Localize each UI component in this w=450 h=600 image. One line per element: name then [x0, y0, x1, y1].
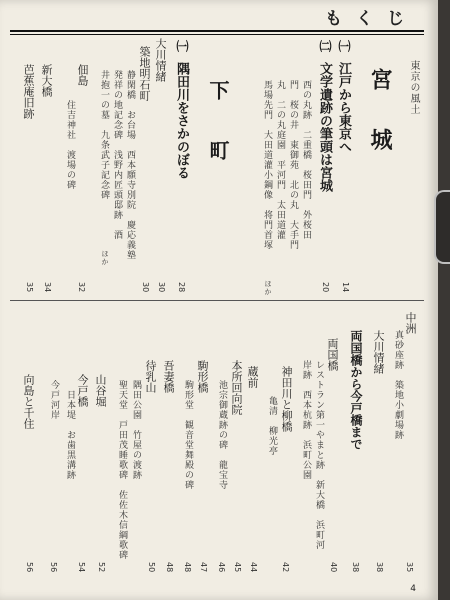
tsukiji-page: 30: [141, 282, 150, 293]
k1-sub3: 丸 二の丸庭園 平河門 太田道灌: [275, 80, 285, 240]
okawa2-page: 38: [375, 562, 384, 573]
imado-page: 54: [77, 562, 86, 573]
k2-mark: ㈡: [318, 40, 332, 52]
k1-hoka: ほか: [264, 280, 272, 296]
section-tokyo-fudo: 東京の風土: [408, 60, 419, 115]
basho: 芭蕉庵旧跡: [22, 64, 35, 119]
kanda: 神田川と柳橋: [280, 366, 293, 432]
k1-mark: ㈠: [337, 40, 351, 52]
ryogokubashi: 両国橋: [326, 338, 339, 371]
s1-mark: ㈠: [175, 40, 189, 52]
basho-page: 35: [25, 282, 34, 293]
ryogoku-sub1: レストラン第一やまと跡 新大橋 浜町河: [314, 360, 324, 550]
chuzu: 中洲: [404, 312, 417, 334]
tsukuda-page: 32: [77, 282, 86, 293]
k1-sub2: 門 桜の井 東御苑 北の丸 大手門: [288, 80, 298, 250]
mukojima-page: 56: [25, 562, 34, 573]
azuma: 吾妻橋: [162, 360, 175, 393]
imado-bashi: 今戸橋: [76, 374, 89, 407]
k1-sub1: 西の丸跡 二重橋 桜田門 外桜田: [301, 80, 311, 240]
okawa2: 大川情緒: [372, 330, 385, 374]
matsuchi: 待乳山: [144, 360, 157, 393]
kuramae-page: 44: [249, 562, 258, 573]
komagatado-page: 48: [183, 562, 192, 573]
tsukuda: 佃島: [76, 64, 89, 86]
s1-title: 隅田川をさかのぼる: [174, 62, 189, 179]
komagata: 駒形橋: [196, 360, 209, 393]
chuzu-sub: 真砂座跡 築地小劇場跡: [393, 330, 403, 440]
tsukuda-sub: 住吉神社 渡場の碑: [65, 100, 75, 190]
title-rule-thin: [10, 34, 424, 35]
sanya-page: 52: [97, 562, 106, 573]
kanda-page: 42: [281, 562, 290, 573]
tsukiji-sub3: 井抱一の墓 九条武子記念碑: [99, 70, 109, 200]
okawa-page: 30: [157, 282, 166, 293]
imado2-page: 56: [49, 562, 58, 573]
komagata-page: 47: [199, 562, 208, 573]
k1-title: 江戸から東京へ: [336, 62, 351, 153]
azuma-page: 48: [165, 562, 174, 573]
sumida-koen: 隅田公園 竹屋の渡跡: [131, 380, 141, 480]
imado2: 今戸河岸: [49, 380, 59, 420]
mid-rule: [10, 300, 424, 301]
title-rule: [10, 30, 424, 32]
chuzu-page: 35: [405, 562, 414, 573]
imado-sub: 日本堤 お歯黒溝跡: [65, 390, 75, 480]
honjo-page: 45: [233, 562, 242, 573]
k2-page: 20: [321, 282, 330, 293]
shinkawa: 新大橋: [40, 64, 53, 97]
tsukiji-sub1: 静閑橋 お台場 西本願寺別院 慶応義塾: [125, 70, 135, 260]
honjo: 本所回向院: [230, 360, 243, 415]
shinkawa-page: 34: [43, 282, 52, 293]
section-shitamachi: 下 町: [206, 80, 230, 170]
page-title: もくじ: [325, 9, 418, 29]
s1-page: 28: [177, 282, 186, 293]
section-kyujo: 宮 城: [367, 68, 392, 158]
page-number: 4: [410, 584, 416, 594]
matsuchi-page: 50: [147, 562, 156, 573]
komagatado: 駒形堂 観音堂舞殿の碑: [183, 380, 193, 490]
kanda-sub: 亀清 柳光亭: [267, 396, 277, 456]
okawa: 大川情緒: [154, 38, 167, 82]
tsukiji-hoka: ほか: [101, 250, 109, 266]
shotenpo: 聖天堂 戸田茂睡歌碑 佐佐木信綱歌碑: [117, 380, 127, 560]
tsukiji: 築地明石町: [138, 46, 151, 101]
kikuya-page: 46: [217, 562, 226, 573]
k1-sub4: 馬場先門 大田道灌小鋼像 将門首塚: [262, 80, 272, 250]
mukojima: 向島と千住: [22, 374, 35, 429]
sanya: 山谷堀: [94, 374, 107, 407]
ryogoku-page: 38: [351, 562, 360, 573]
binder-clip: [434, 190, 450, 264]
tsukiji-sub2: 発祥の地記念碑 浅野内匠頭邸跡 酒: [112, 70, 122, 240]
k2-title: 文学遺跡の筆頭は宮城: [317, 62, 332, 192]
ryogokubashi-page: 40: [329, 562, 338, 573]
ryogoku-sub2: 岸跡 西本杭跡 浜町公園: [301, 360, 311, 480]
kikuya: 池宗御蔵跡の碑 龍宝寺: [217, 380, 227, 490]
k1-page: 14: [341, 282, 350, 293]
ryogoku-title: 両国橋から今戸橋まで: [349, 330, 363, 450]
kuramae: 蔵前: [246, 366, 259, 388]
